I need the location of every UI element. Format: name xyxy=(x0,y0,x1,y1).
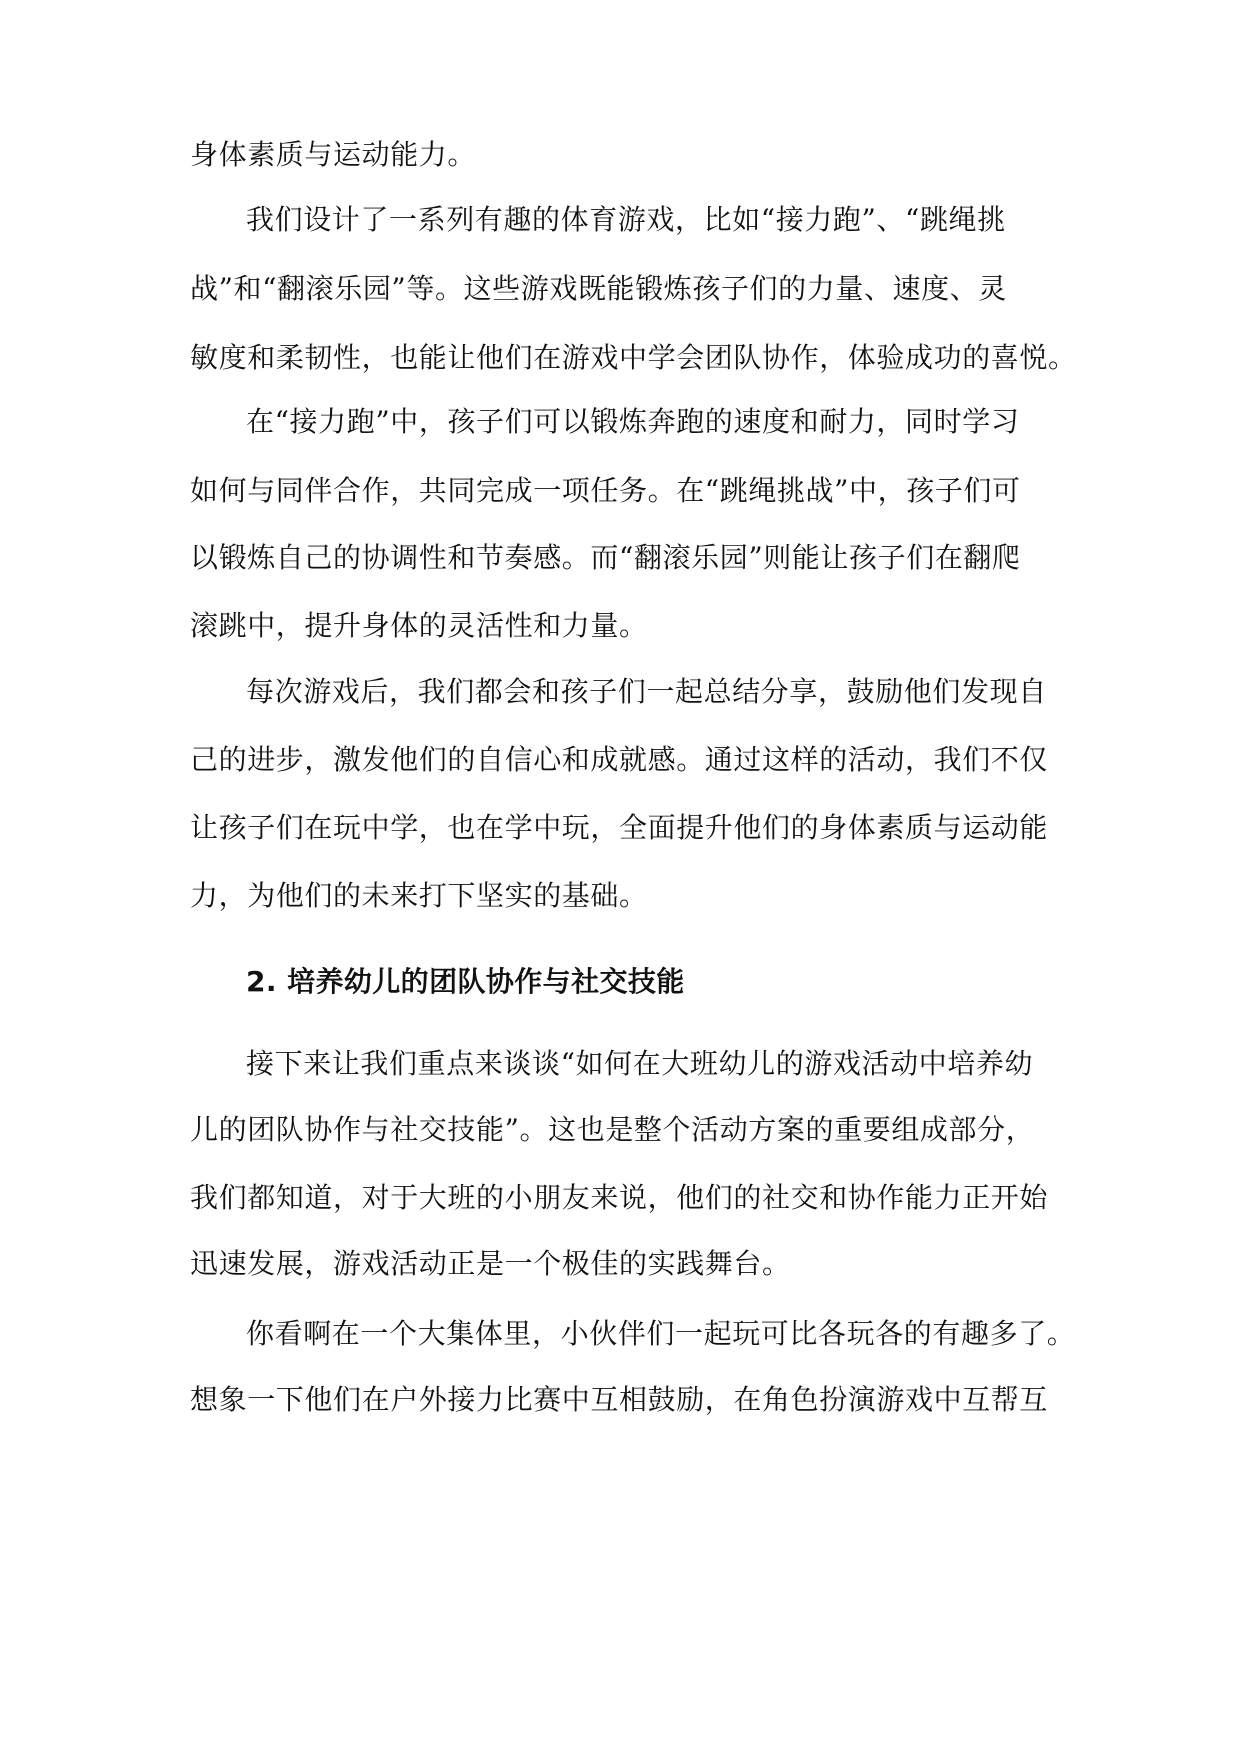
paragraph-line: 滚跳中，提升身体的灵活性和力量。 xyxy=(190,609,648,642)
paragraph-line: 我们都知道，对于大班的小朋友来说，他们的社交和协作能力正开始 xyxy=(190,1181,1049,1214)
paragraph-line: 己的进步，激发他们的自信心和成就感。通过这样的活动，我们不仅 xyxy=(190,743,1049,776)
paragraph-line: 力，为他们的未来打下坚实的基础。 xyxy=(190,879,648,912)
paragraph-line: 敏度和柔韧性，也能让他们在游戏中学会团队协作，体验成功的喜悦。 xyxy=(190,341,1077,374)
paragraph-line: 如何与同伴合作，共同完成一项任务。在“跳绳挑战”中，孩子们可 xyxy=(190,474,1021,507)
paragraph-line: 战”和“翻滚乐园”等。这些游戏既能锻炼孩子们的力量、速度、灵 xyxy=(190,272,1007,305)
paragraph-line: 想象一下他们在户外接力比赛中互相鼓励，在角色扮演游戏中互帮互 xyxy=(190,1383,1049,1416)
paragraph-line: 让孩子们在玩中学，也在学中玩，全面提升他们的身体素质与运动能 xyxy=(190,811,1049,844)
paragraph-line: 身体素质与运动能力。 xyxy=(190,138,477,171)
paragraph-line: 以锻炼自己的协调性和节奏感。而“翻滚乐园”则能让孩子们在翻爬 xyxy=(190,541,1021,574)
paragraph-line: 儿的团队协作与社交技能”。这也是整个活动方案的重要组成部分， xyxy=(190,1113,1035,1146)
paragraph-line: 我们设计了一系列有趣的体育游戏，比如“接力跑”、“跳绳挑 xyxy=(246,203,1006,236)
paragraph-line: 迅速发展，游戏活动正是一个极佳的实践舞台。 xyxy=(190,1247,791,1280)
paragraph-line: 每次游戏后，我们都会和孩子们一起总结分享，鼓励他们发现自 xyxy=(246,675,1047,708)
paragraph-line: 你看啊在一个大集体里，小伙伴们一起玩可比各玩各的有趣多了。 xyxy=(246,1317,1076,1350)
paragraph-line: 在“接力跑”中，孩子们可以锻炼奔跑的速度和耐力，同时学习 xyxy=(246,405,1020,438)
section-heading: 2. 培养幼儿的团队协作与社交技能 xyxy=(246,965,685,998)
paragraph-line: 接下来让我们重点来谈谈“如何在大班幼儿的游戏活动中培养幼 xyxy=(246,1047,1034,1080)
